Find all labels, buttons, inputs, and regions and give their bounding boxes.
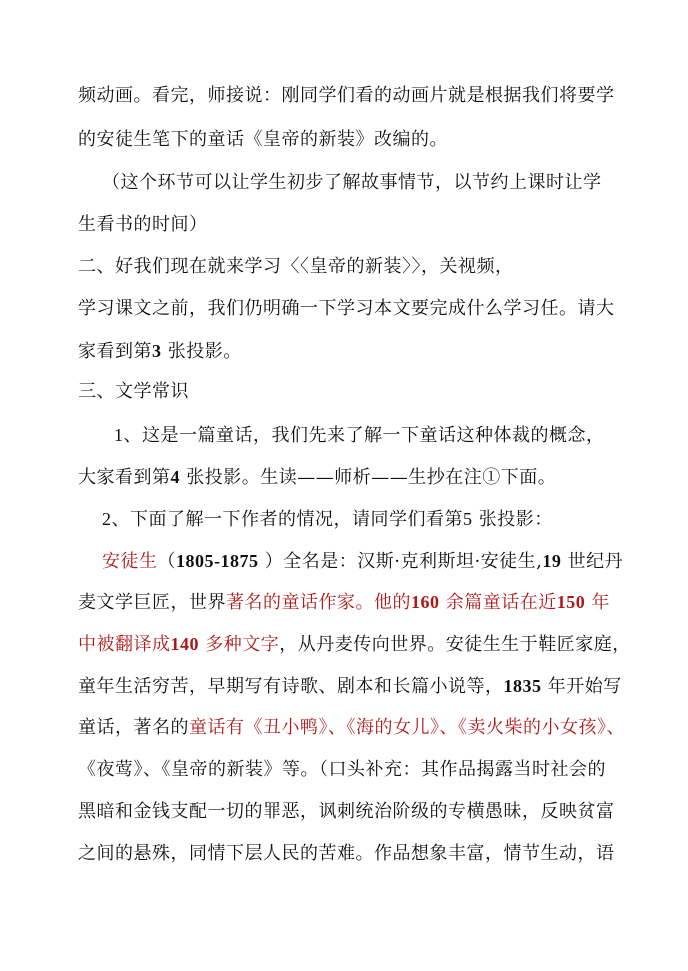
text-run: 二、好我们现在就来学习〈〈皇帝的新装〉〉，关视频， bbox=[78, 256, 514, 277]
highlight-number: 160 bbox=[411, 592, 440, 612]
text-run: 、下面了解一下作者的情况，请同学们看第 bbox=[111, 509, 463, 530]
slide-number: 5 bbox=[463, 509, 473, 529]
slide-number: 4 bbox=[170, 467, 180, 487]
highlight-text: 中被翻译成 bbox=[78, 634, 171, 655]
author-name: 安徒生 bbox=[102, 551, 158, 572]
text-run: 世纪丹 bbox=[561, 551, 624, 572]
paragraph-line-3 bbox=[102, 171, 602, 195]
text-run: 学习课文之前，我们仍明确一下学习本文要完成什么学习任。请大 bbox=[78, 298, 615, 319]
text-run: 张投影： bbox=[472, 509, 553, 530]
list-number: 2 bbox=[102, 509, 112, 529]
paragraph-line-14 bbox=[78, 632, 631, 657]
text-run: 张投影。 bbox=[161, 341, 242, 362]
text-run: 生看书的时间） bbox=[78, 214, 208, 235]
list-number: 1 bbox=[114, 425, 124, 445]
text-run: （ bbox=[157, 551, 176, 572]
highlight-number: 150 bbox=[556, 592, 586, 612]
text-run: 张投影。生读——师析——生抄在注①下面。 bbox=[180, 467, 557, 488]
text-run: 年开始写 bbox=[541, 676, 622, 697]
paragraph-line-19 bbox=[78, 842, 615, 866]
highlight-number: 140 bbox=[170, 634, 199, 654]
paragraph-line-10 bbox=[78, 465, 556, 490]
century-number: 19 bbox=[542, 551, 562, 571]
paragraph-line-13 bbox=[78, 590, 610, 615]
paragraph-line-1 bbox=[78, 84, 615, 108]
text-run: （这个环节可以让学生初步了解故事情节，以节约上课时让学 bbox=[102, 172, 602, 193]
text-run: 之间的悬殊，同情下层人民的苦难。作品想象丰富，情节生动，语 bbox=[78, 843, 615, 864]
paragraph-line-17 bbox=[78, 758, 606, 782]
highlight-text: 年 bbox=[585, 592, 610, 613]
paragraph-line-7 bbox=[78, 339, 242, 364]
paragraph-line-15 bbox=[78, 674, 622, 699]
section-heading-3 bbox=[78, 380, 189, 404]
paragraph-line-6 bbox=[78, 297, 615, 321]
highlight-text: 余篇童话在近 bbox=[439, 592, 557, 613]
text-run: 童年生活穷苦，早期写有诗歌、剧本和长篇小说等， bbox=[78, 676, 504, 697]
text-run: ）全名是：汉斯·克利斯坦·安徒生, bbox=[258, 551, 543, 572]
paragraph-line-2 bbox=[78, 128, 448, 152]
author-years: 1805-1875 bbox=[176, 551, 259, 571]
paragraph-line-11 bbox=[102, 507, 553, 532]
text-run: 黑暗和金钱支配一切的罪恶，讽刺统治阶级的专横愚昧，反映贫富 bbox=[78, 801, 615, 822]
paragraph-line-16 bbox=[78, 716, 625, 740]
paragraph-line-4 bbox=[78, 213, 208, 237]
highlight-text: 多种文字 bbox=[199, 634, 280, 655]
highlight-text: 童话有《丑小鸭》、《海的女儿》、《卖火柴的小女孩》、 bbox=[189, 717, 625, 738]
paragraph-line-18 bbox=[78, 800, 615, 824]
paragraph-line-9 bbox=[114, 423, 605, 448]
text-run: 童话，著名的 bbox=[78, 717, 189, 738]
year-number: 1835 bbox=[503, 676, 542, 696]
text-run: 、这是一篇童话，我们先来了解一下童话这种体裁的概念， bbox=[123, 425, 605, 446]
text-run: 麦文学巨匠，世界 bbox=[78, 592, 226, 613]
text-run: 大家看到第 bbox=[78, 467, 171, 488]
text-run: 《夜莺》、《皇帝的新装》等。（口头补充：其作品揭露当时社会的 bbox=[78, 759, 606, 780]
section-heading-2 bbox=[78, 255, 514, 279]
slide-number: 3 bbox=[152, 341, 162, 361]
text-run: 的安徒生笔下的童话《皇帝的新装》改编的。 bbox=[78, 129, 448, 150]
text-run: 三、文学常识 bbox=[78, 381, 189, 402]
highlight-text: 著名的童话作家。他的 bbox=[226, 592, 411, 613]
paragraph-line-12 bbox=[102, 549, 623, 574]
text-run: 频动画。看完，师接说：刚同学们看的动画片就是根据我们将要学 bbox=[78, 85, 615, 106]
text-run: ，从丹麦传向世界。安徒生生于鞋匠家庭， bbox=[279, 634, 631, 655]
text-run: 家看到第 bbox=[78, 341, 152, 362]
